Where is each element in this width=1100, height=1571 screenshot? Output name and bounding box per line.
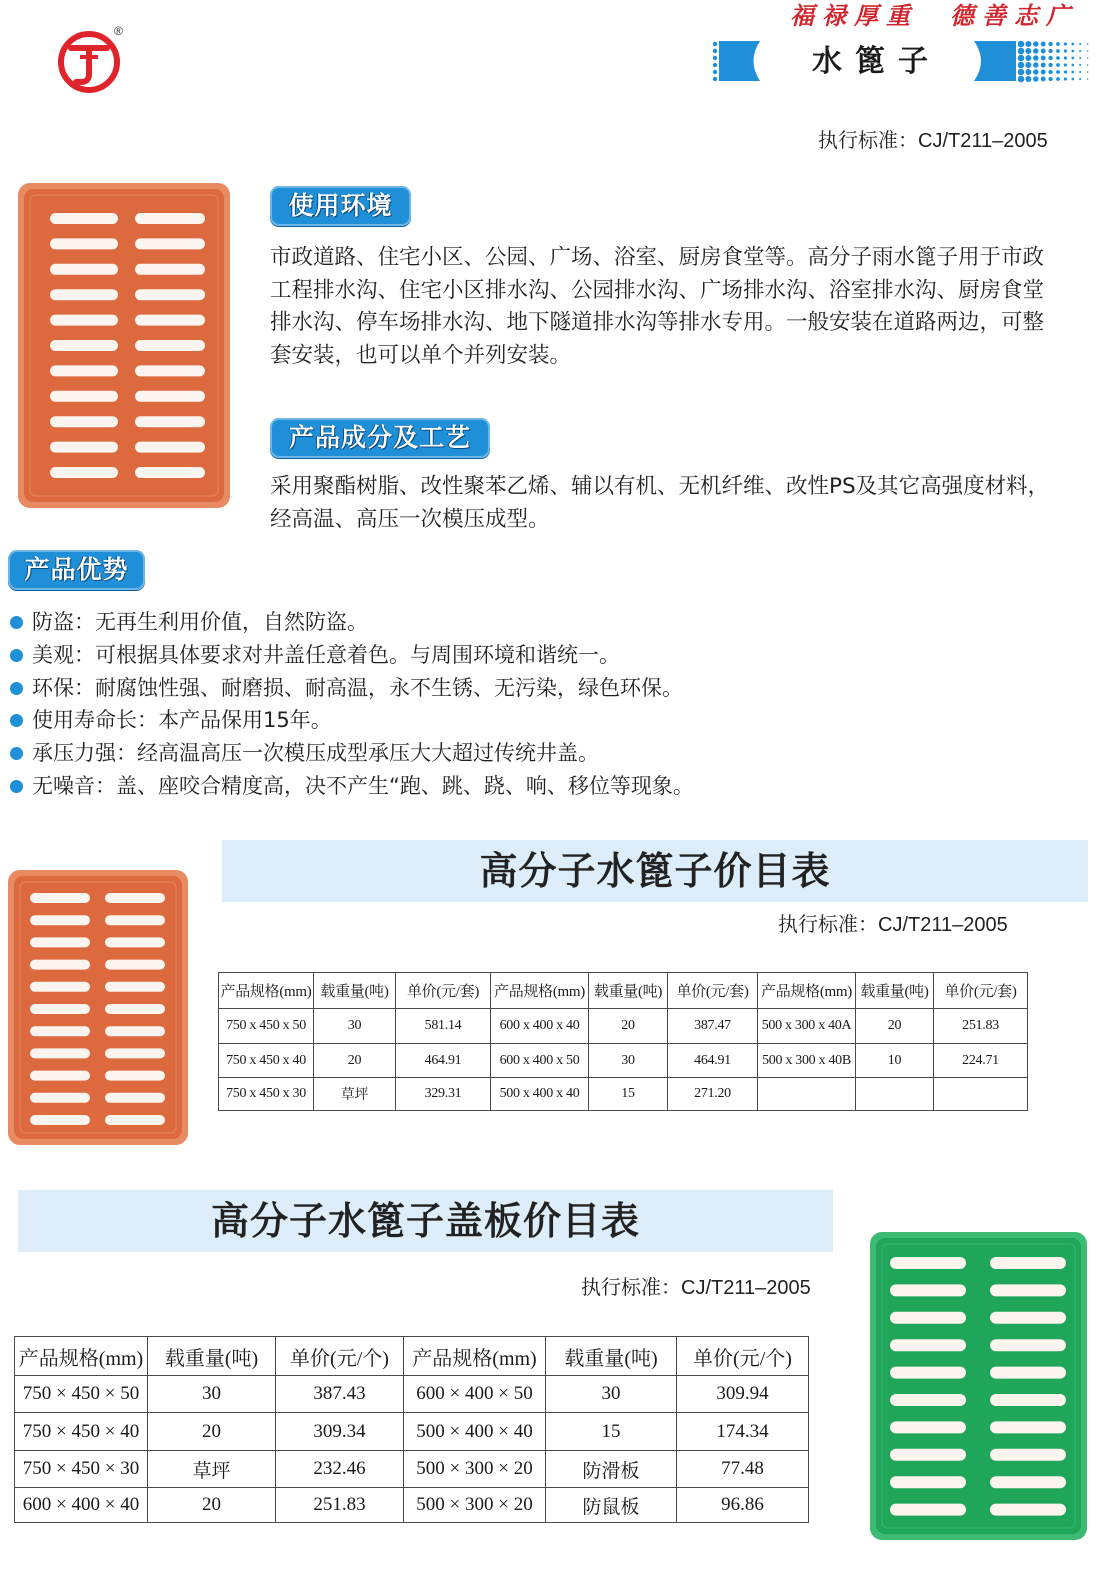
text-line: 套安装，也可以单个并列安装。 — [270, 343, 572, 369]
column-header: 载重量(吨) — [148, 1337, 276, 1376]
orange-grate-image — [18, 183, 230, 508]
table-cell: 500 x 300 x 40A — [758, 1009, 856, 1044]
table-cell: 750 x 450 x 30 — [219, 1078, 314, 1111]
column-header: 载重量(吨) — [314, 973, 396, 1009]
table-cell: 251.83 — [276, 1488, 404, 1523]
table-cell: 30 — [314, 1009, 396, 1044]
text-line: 采用聚酯树脂、改性聚苯乙烯、辅以有机、无机纤维、改性PS及其它高强度材料， — [270, 474, 1050, 499]
advantage-text: 防盗：无再生利用价值，自然防盗。 — [32, 610, 368, 634]
bullet-dot-icon — [10, 682, 23, 695]
table-header-row — [15, 1337, 809, 1376]
table-row — [219, 1009, 1028, 1044]
advantage-item — [8, 606, 1008, 639]
table-cell: 329.31 — [396, 1078, 491, 1111]
column-header: 单价(元/个) — [276, 1337, 404, 1376]
grate-table-title: 高分子水篦子价目表 — [479, 849, 831, 893]
table-cell — [856, 1078, 934, 1111]
column-header: 产品规格(mm) — [15, 1337, 148, 1376]
table-cell: 15 — [546, 1413, 677, 1451]
advantage-item — [8, 672, 1008, 705]
table-cell: 500 × 300 × 20 — [404, 1451, 546, 1488]
cover-table-banner — [18, 1190, 833, 1252]
environment-text — [270, 242, 1044, 373]
table-cell: 500 x 300 x 40B — [758, 1044, 856, 1078]
green-grate-image — [870, 1232, 1087, 1540]
column-header: 产品规格(mm) — [491, 973, 589, 1009]
text-line: 市政道路、住宅小区、公园、广场、浴室、厨房食堂等。高分子雨水篦子用于市政 — [270, 245, 1045, 270]
text-line: 工程排水沟、住宅小区排水沟、公园排水沟、广场排水沟、浴室排水沟、厨房食堂 — [270, 277, 1045, 303]
table-cell: 464.91 — [668, 1044, 758, 1078]
column-header: 单价(元/套) — [668, 973, 758, 1009]
table-cell: 20 — [314, 1044, 396, 1078]
advantages-list — [8, 606, 1008, 803]
table-cell: 750 × 450 × 40 — [15, 1413, 148, 1451]
advantage-text: 承压力强：经高温高压一次模压成型承压大大超过传统井盖。 — [32, 741, 599, 766]
table-cell: 750 × 450 × 30 — [15, 1451, 148, 1488]
bullet-dot-icon — [10, 747, 23, 760]
table-cell: 750 x 450 x 50 — [219, 1009, 314, 1044]
table-cell — [758, 1078, 856, 1111]
orange-grate-image-small — [8, 870, 188, 1145]
advantage-text: 无噪音：盖、座咬合精度高，决不产生“跑、跳、跷、响、移位等现象。 — [32, 773, 694, 798]
table-cell: 防鼠板 — [546, 1488, 677, 1523]
cover-table-title: 高分子水篦子盖板价目表 — [210, 1199, 640, 1243]
table-cell: 251.83 — [934, 1009, 1028, 1044]
table-cell: 581.14 — [396, 1009, 491, 1044]
column-header: 单价(元/个) — [677, 1337, 809, 1376]
title-decoration-right — [974, 37, 1094, 85]
table-cell: 309.94 — [677, 1376, 809, 1413]
table-cell: 232.46 — [276, 1451, 404, 1488]
column-header: 单价(元/套) — [396, 973, 491, 1009]
standard-label: 执行标准：CJ/T211–2005 — [818, 130, 1048, 152]
table-row — [15, 1451, 809, 1488]
grate-table-banner — [222, 840, 1088, 902]
table-cell: 387.47 — [668, 1009, 758, 1044]
registered-mark: ® — [114, 24, 123, 38]
table-cell: 20 — [856, 1009, 934, 1044]
column-header: 载重量(吨) — [546, 1337, 677, 1376]
table-row — [15, 1488, 809, 1523]
bullet-dot-icon — [10, 616, 23, 629]
table-cell: 草坪 — [314, 1078, 396, 1111]
table-cell: 387.43 — [276, 1376, 404, 1413]
table-row — [15, 1413, 809, 1451]
grate-price-table — [218, 972, 1028, 1111]
table-cell: 防滑板 — [546, 1451, 677, 1488]
table-cell: 草坪 — [148, 1451, 276, 1488]
column-header: 产品规格(mm) — [404, 1337, 546, 1376]
grate-table-standard: 执行标准：CJ/T211–2005 — [778, 914, 1008, 936]
table-cell: 600 × 400 × 40 — [15, 1488, 148, 1523]
table-cell: 464.91 — [396, 1044, 491, 1078]
table-cell: 30 — [589, 1044, 668, 1078]
advantage-item — [8, 704, 1008, 737]
cover-price-table — [14, 1336, 809, 1523]
advantage-text: 美观：可根据具体要求对井盖任意着色。与周围环境和谐统一。 — [32, 642, 620, 667]
table-cell: 750 x 450 x 40 — [219, 1044, 314, 1078]
advantage-item — [8, 639, 1008, 672]
table-cell: 600 × 400 × 50 — [404, 1376, 546, 1413]
table-cell: 500 × 300 × 20 — [404, 1488, 546, 1523]
table-cell: 77.48 — [677, 1451, 809, 1488]
table-cell: 174.34 — [677, 1413, 809, 1451]
text-line: 经高温、高压一次模压成型。 — [270, 506, 550, 532]
text-line: 排水沟、停车场排水沟、地下隧道排水沟等排水专用。一般安装在道路两边，可整 — [270, 310, 1045, 336]
bullet-dot-icon — [10, 649, 23, 662]
cover-table-standard: 执行标准：CJ/T211–2005 — [581, 1277, 811, 1299]
advantage-text: 使用寿命长：本产品保用15年。 — [32, 708, 332, 733]
bullet-dot-icon — [10, 714, 23, 727]
table-cell — [934, 1078, 1028, 1111]
table-cell: 500 x 400 x 40 — [491, 1078, 589, 1111]
bullet-dot-icon — [10, 780, 23, 793]
motto-text: 福禄厚重 德善志广 — [790, 1, 1078, 30]
table-row — [219, 1078, 1028, 1111]
table-cell: 600 x 400 x 50 — [491, 1044, 589, 1078]
table-cell: 20 — [148, 1413, 276, 1451]
brand-logo — [56, 24, 132, 96]
table-cell: 30 — [546, 1376, 677, 1413]
table-cell: 20 — [589, 1009, 668, 1044]
table-cell: 15 — [589, 1078, 668, 1111]
composition-text — [270, 471, 1049, 536]
column-header: 载重量(吨) — [856, 973, 934, 1009]
table-header-row — [219, 973, 1028, 1009]
title-decoration-left — [711, 38, 761, 84]
column-header: 载重量(吨) — [589, 973, 668, 1009]
page-title: 水篦子 — [812, 44, 941, 79]
table-cell: 10 — [856, 1044, 934, 1078]
table-row — [15, 1376, 809, 1413]
column-header: 产品规格(mm) — [758, 973, 856, 1009]
column-header: 产品规格(mm) — [219, 973, 314, 1009]
environment-badge: 使用环境 — [270, 186, 411, 226]
advantage-text: 环保：耐腐蚀性强、耐磨损、耐高温，永不生锈、无污染，绿色环保。 — [32, 675, 683, 700]
table-cell: 600 x 400 x 40 — [491, 1009, 589, 1044]
table-row — [219, 1044, 1028, 1078]
advantage-item — [8, 770, 1008, 803]
composition-badge: 产品成分及工艺 — [270, 418, 490, 458]
advantages-badge: 产品优势 — [8, 550, 145, 590]
table-cell: 30 — [148, 1376, 276, 1413]
table-cell: 309.34 — [276, 1413, 404, 1451]
table-cell: 20 — [148, 1488, 276, 1523]
table-cell: 271.20 — [668, 1078, 758, 1111]
table-cell: 500 × 400 × 40 — [404, 1413, 546, 1451]
table-cell: 224.71 — [934, 1044, 1028, 1078]
table-cell: 750 × 450 × 50 — [15, 1376, 148, 1413]
column-header: 单价(元/套) — [934, 973, 1028, 1009]
advantage-item — [8, 737, 1008, 770]
table-cell: 96.86 — [677, 1488, 809, 1523]
